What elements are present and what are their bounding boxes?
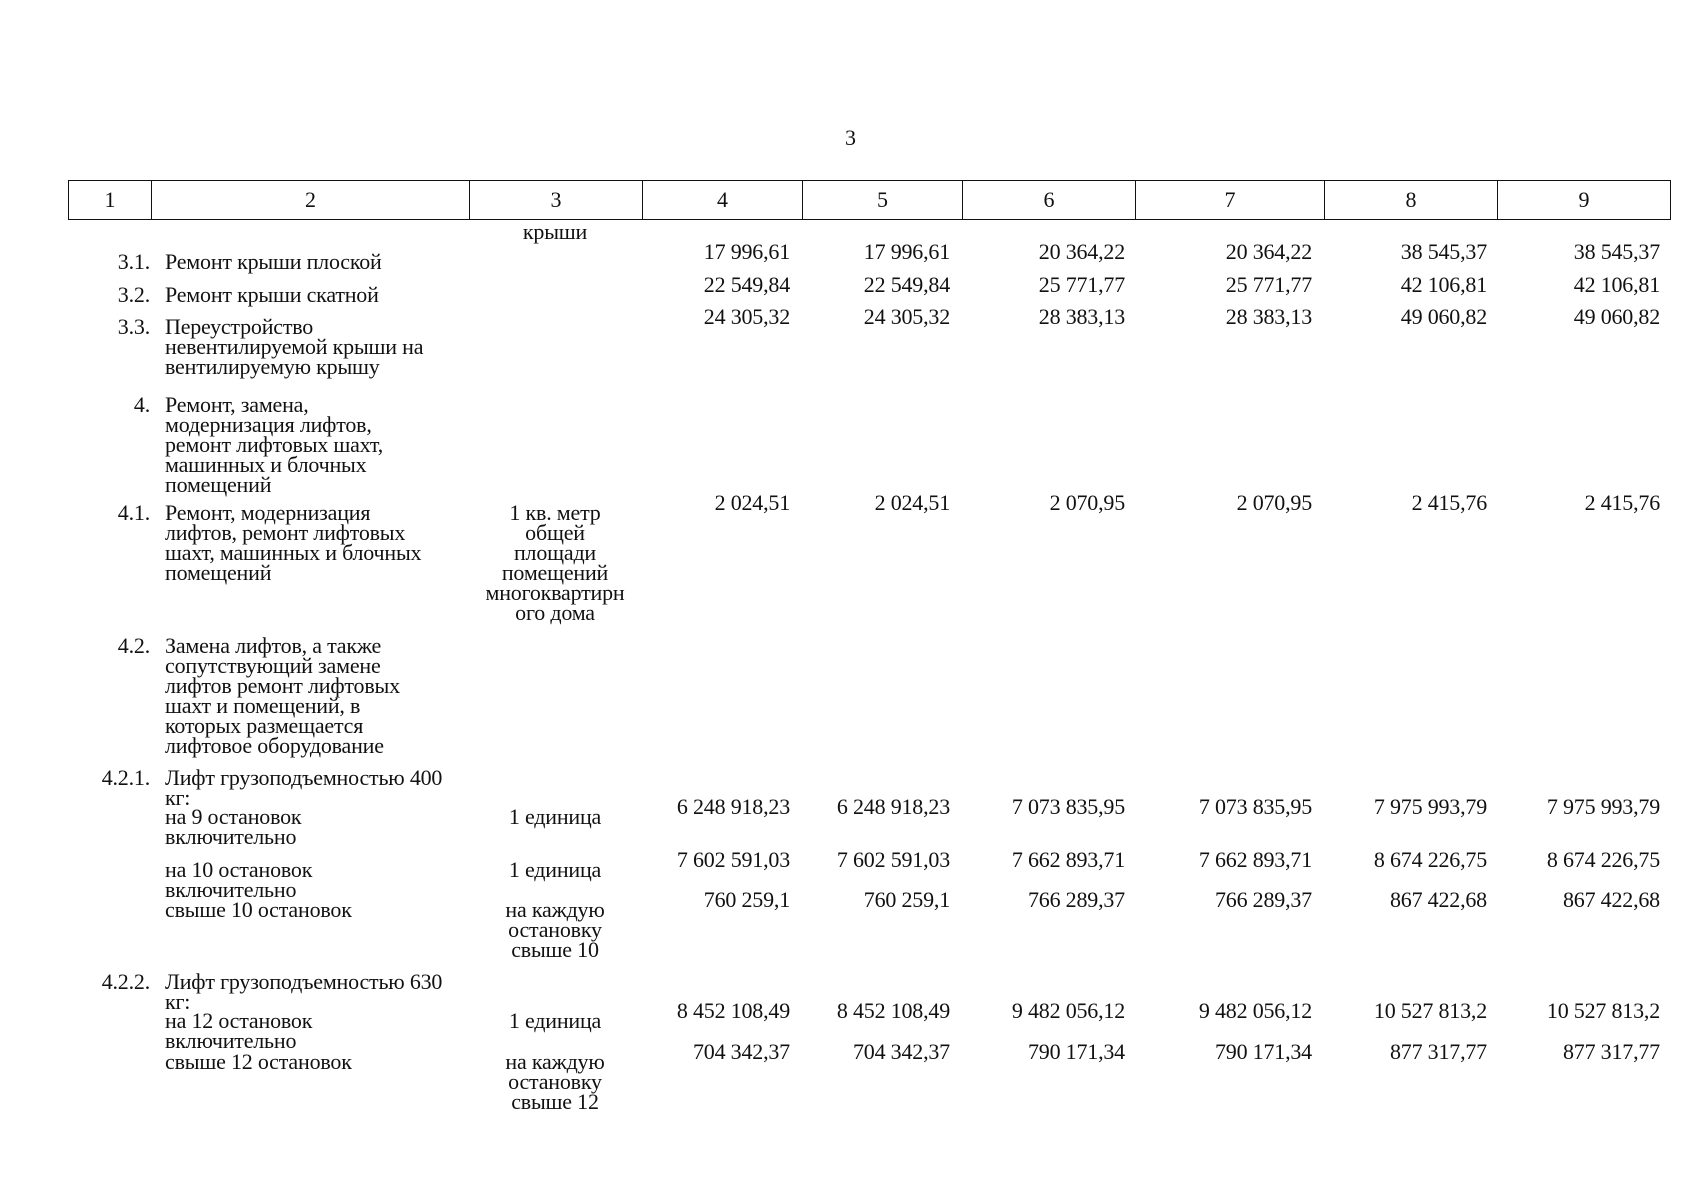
row-value-col-5: 7 602 591,03: [836, 847, 950, 872]
header-col-5: 5: [803, 181, 963, 220]
row-value-col-5: 704 342,37: [852, 1039, 950, 1064]
row-value-col-4: 6 248 918,23: [676, 794, 790, 819]
row-value-col-8: 877 317,77: [1389, 1039, 1487, 1064]
row-value-col-5: 6 248 918,23: [836, 794, 950, 819]
row-value-col-5: 24 305,32: [863, 304, 950, 329]
row-value-col-8: 2 415,76: [1411, 490, 1487, 515]
row-value-col-5: 22 549,84: [863, 272, 950, 297]
row-value-col-8: 38 545,37: [1400, 239, 1487, 264]
row-unit: 1 единица: [508, 804, 602, 829]
page-number: 3: [845, 125, 856, 150]
header-col-3: 3: [470, 181, 643, 220]
row-name: Ремонт крыши плоской: [165, 249, 382, 274]
row-value-col-6: 766 289,37: [1027, 887, 1125, 912]
row-value-col-6: 790 171,34: [1027, 1039, 1125, 1064]
row-value-col-8: 49 060,82: [1400, 304, 1487, 329]
header-col-8: 8: [1325, 181, 1498, 220]
row-value-col-8: 7 975 993,79: [1373, 794, 1487, 819]
row-value-col-7: 28 383,13: [1225, 304, 1312, 329]
row-name: свыше 12 остановок: [165, 1049, 352, 1074]
row-value-col-9: 42 106,81: [1573, 272, 1660, 297]
row-number: 4.1.: [117, 500, 150, 525]
row-value-col-5: 8 452 108,49: [836, 998, 950, 1023]
row-number: 3.2.: [117, 282, 150, 307]
row-number: 4.2.1.: [101, 765, 150, 790]
row-unit: на каждую остановку свыше 12: [505, 1049, 605, 1114]
row-value-col-4: 704 342,37: [692, 1039, 790, 1064]
row-name: Лифт грузоподъемностью 630 кг:: [165, 969, 443, 1014]
row-number: 4.: [133, 392, 150, 417]
row-name: свыше 10 остановок: [165, 897, 352, 922]
row-value-col-4: 22 549,84: [703, 272, 790, 297]
row-number: 3.3.: [117, 314, 150, 339]
header-col-1: 1: [69, 181, 152, 220]
row-value-col-4: 2 024,51: [714, 490, 790, 515]
header-col-2: 2: [152, 181, 470, 220]
row-value-col-6: 7 073 835,95: [1011, 794, 1125, 819]
row-value-col-4: 760 259,1: [703, 887, 790, 912]
header-col-7: 7: [1136, 181, 1325, 220]
row-value-col-7: 790 171,34: [1214, 1039, 1312, 1064]
row-name: Ремонт крыши скатной: [165, 282, 379, 307]
row-value-col-9: 7 975 993,79: [1546, 794, 1660, 819]
row-value-col-9: 867 422,68: [1562, 887, 1660, 912]
row-number: 4.2.: [117, 633, 150, 658]
row-value-col-7: 766 289,37: [1214, 887, 1312, 912]
row-value-col-9: 10 527 813,2: [1546, 998, 1660, 1023]
row-value-col-9: 38 545,37: [1573, 239, 1660, 264]
row-name: Ремонт, замена, модернизация лифтов, ремонт лифтовых шахт, машинных и блочных помещений: [165, 392, 383, 497]
row-value-col-7: 25 771,77: [1225, 272, 1312, 297]
row-unit: 1 единица: [508, 1008, 602, 1033]
row-number: 3.1.: [117, 249, 150, 274]
row-value-col-5: 17 996,61: [863, 239, 950, 264]
row-value-col-7: 7 073 835,95: [1198, 794, 1312, 819]
row-number: 4.2.2.: [101, 969, 150, 994]
row-value-col-7: 20 364,22: [1225, 239, 1312, 264]
row-value-col-4: 8 452 108,49: [676, 998, 790, 1023]
row-value-col-9: 49 060,82: [1573, 304, 1660, 329]
header-row: [69, 181, 1671, 220]
row-name: Лифт грузоподъемностью 400 кг:: [165, 765, 443, 810]
row-value-col-9: 2 415,76: [1584, 490, 1660, 515]
row-value-col-8: 867 422,68: [1389, 887, 1487, 912]
row-value-col-6: 9 482 056,12: [1011, 998, 1125, 1023]
row-value-col-4: 7 602 591,03: [676, 847, 790, 872]
row-value-col-4: 17 996,61: [703, 239, 790, 264]
row-unit: 1 единица: [508, 857, 602, 882]
header-col-6: 6: [963, 181, 1136, 220]
row-name: на 9 остановок включительно: [165, 804, 302, 849]
row-name: Переустройство невентилируемой крыши на вентилируемую крышу: [165, 314, 424, 379]
row-name: на 12 остановок включительно: [165, 1008, 313, 1053]
row-value-col-9: 8 674 226,75: [1546, 847, 1660, 872]
row-value-col-5: 760 259,1: [863, 887, 950, 912]
row-name: Ремонт, модернизация лифтов, ремонт лифтовых шахт, машинных и блочных помещений: [165, 500, 422, 585]
row-value-col-4: 24 305,32: [703, 304, 790, 329]
header-col-4: 4: [643, 181, 803, 220]
row-value-col-8: 42 106,81: [1400, 272, 1487, 297]
row-unit: 1 кв. метр общей площади помещений многоквартирн ого дома: [485, 500, 625, 625]
row-value-col-6: 25 771,77: [1038, 272, 1125, 297]
row-value-col-6: 20 364,22: [1038, 239, 1125, 264]
row-value-col-6: 7 662 893,71: [1011, 847, 1125, 872]
header-col-9: 9: [1498, 181, 1671, 220]
row-value-col-9: 877 317,77: [1562, 1039, 1660, 1064]
row-unit: на каждую остановку свыше 10: [505, 897, 605, 962]
column-number-header: [68, 180, 1671, 220]
row-value-col-7: 7 662 893,71: [1198, 847, 1312, 872]
row-value-col-8: 10 527 813,2: [1373, 998, 1487, 1023]
row-name: на 10 остановок включительно: [165, 857, 313, 902]
row-value-col-6: 2 070,95: [1049, 490, 1125, 515]
row-value-col-6: 28 383,13: [1038, 304, 1125, 329]
row-value-col-7: 9 482 056,12: [1198, 998, 1312, 1023]
continuation-text: крыши: [522, 219, 588, 244]
row-value-col-7: 2 070,95: [1236, 490, 1312, 515]
row-value-col-8: 8 674 226,75: [1373, 847, 1487, 872]
row-name: Замена лифтов, а также сопутствующий замене лифтов ремонт лифтовых шахт и помещений, в которых размещается лифтовое оборудование: [165, 633, 400, 758]
row-value-col-5: 2 024,51: [874, 490, 950, 515]
